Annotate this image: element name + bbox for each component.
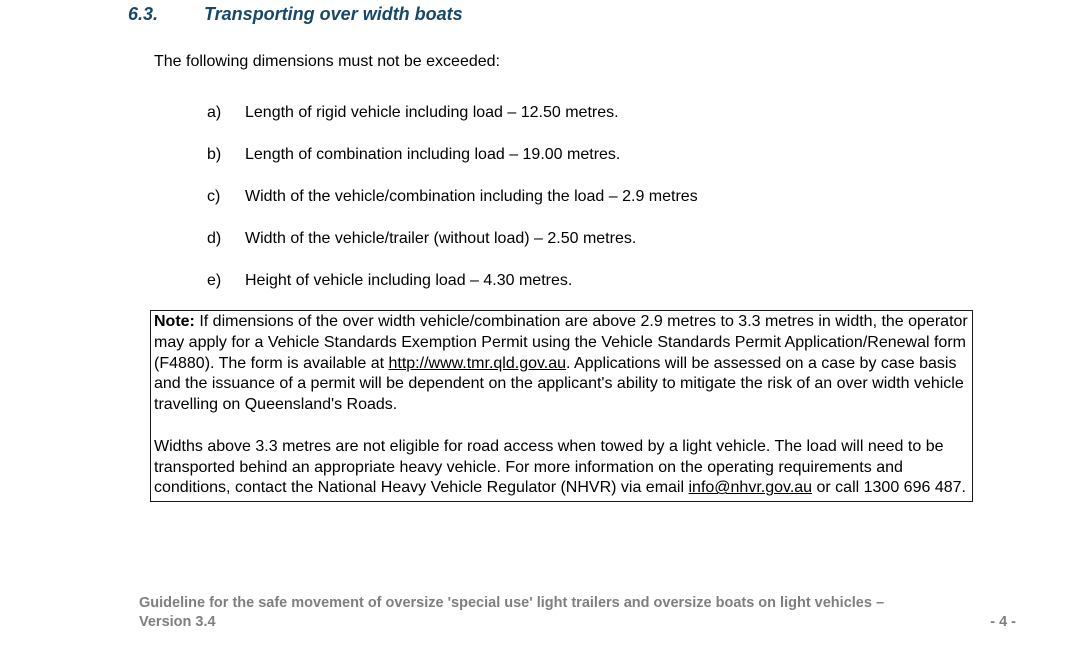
list-item-label: d): [207, 230, 222, 247]
list-item-text: Height of vehicle including load – 4.30 metres.: [245, 272, 573, 289]
intro-paragraph: The following dimensions must not be exceeded:: [154, 53, 500, 70]
list-item: [207, 271, 698, 291]
page-footer: [139, 594, 1016, 632]
list-item-label: a): [207, 104, 222, 121]
list-item-text: Width of the vehicle/trailer (without load) – 2.50 metres.: [245, 230, 637, 247]
nhvr-email-link[interactable]: info@nhvr.gov.au: [688, 479, 813, 497]
list-item-text: Length of combination including load – 19.00 metres.: [245, 146, 621, 163]
tmr-website-link[interactable]: http://www.tmr.qld.gov.au: [388, 354, 567, 372]
list-item: [207, 103, 698, 123]
note-text-4: or call 1300 696 487.: [812, 479, 966, 497]
list-item: [207, 145, 698, 165]
section-title: Transporting over width boats: [204, 4, 463, 24]
note-label: Note:: [154, 313, 195, 330]
list-item: [207, 187, 698, 207]
dimension-list: [207, 103, 698, 313]
page-number: - 4 -: [990, 614, 1016, 630]
note-text-3: Widths above 3.3 metres are not eligible for road access when towed by a light vehicle. The load will need to be transported behind an appropriate heavy vehicle. For more information on the operating requirements and conditions, contact the National Heavy Vehicle Regulator (NHVR) via email: [154, 437, 944, 497]
list-item-label: c): [207, 188, 221, 205]
list-item-text: Length of rigid vehicle including load – 12.50 metres.: [245, 104, 619, 121]
note-paragraph-1: [154, 312, 969, 416]
section-number: 6.3.: [128, 4, 159, 24]
note-text-2: . Applications will be assessed on a case by case basis and the issuance of a permit will be dependent on the applicant's ability to mitigate the risk of an over width vehicle travelling on Queensland's Roads.: [154, 354, 964, 414]
list-item-label: e): [207, 272, 222, 289]
list-item: [207, 229, 698, 249]
note-text-1: If dimensions of the over width vehicle/combination are above 2.9 metres to 3.3 metres in width, the operator may apply for a Vehicle Standards Exemption Permit using the Vehicle Standards Permit Application/Renewal form (F4880). The form is available at: [154, 313, 968, 372]
note-box: [150, 310, 973, 502]
list-item-text: Width of the vehicle/combination including the load – 2.9 metres: [245, 188, 698, 205]
section-heading: [128, 3, 463, 25]
note-paragraph-2: [154, 437, 969, 499]
footer-text: Guideline for the safe movement of oversize 'special use' light trailers and oversize boats on light vehicles – Version 3.4: [139, 595, 885, 630]
list-item-label: b): [207, 146, 222, 163]
